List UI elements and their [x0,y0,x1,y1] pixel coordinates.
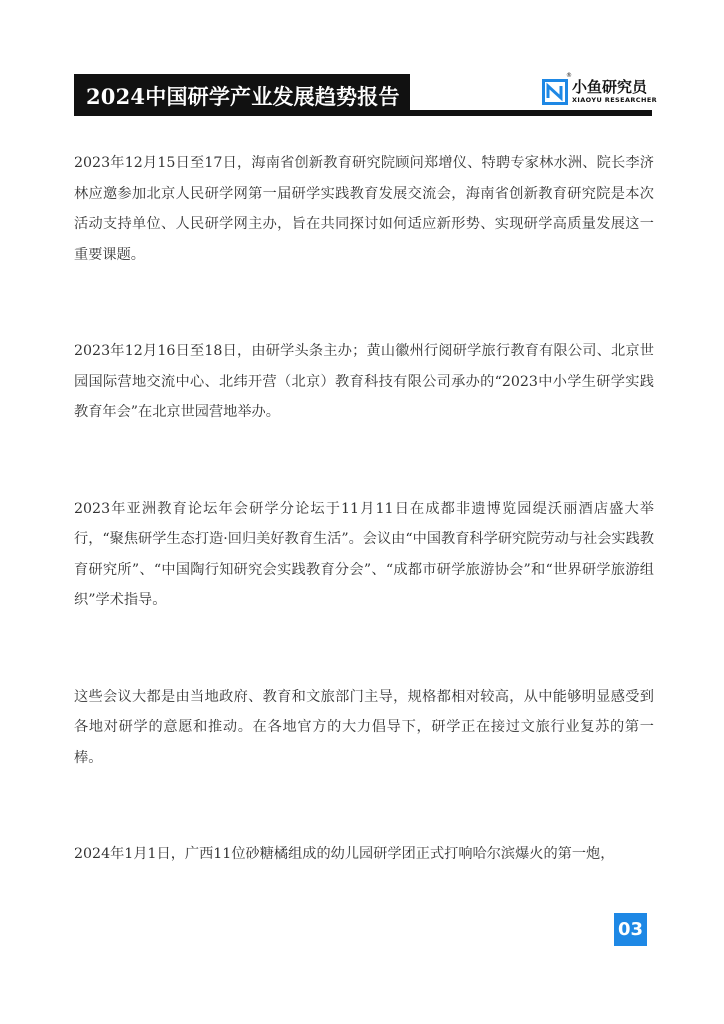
brand-logo [542,72,658,108]
logo-name: 小鱼研究员 [572,78,648,96]
paragraph: 2023年12月16日至18日，由研学头条主办；黄山徽州行阅研学旅行教育有限公司、北京世园国际营地交流中心、北纬开营（北京）教育科技有限公司承办的“2023中小学生研学实践教育年会”在北京世园营地举办。 [74,343,654,420]
xiaoyu-logo-icon [542,79,568,105]
paragraph: 这些会议大都是由当地政府、教育和文旅部门主导，规格都相对较高，从中能够明显感受到各地对研学的意愿和推动。在各地官方的大力倡导下，研学正在接过文旅行业复苏的第一棒。 [74,688,654,766]
report-title: 2024中国研学产业发展趋势报告 [86,84,400,109]
paragraph: 2023年12月15日至17日，海南省创新教育研究院顾问郑增仪、特聘专家林水洲、院长李济林应邀参加北京人民研学网第一届研学实践教育发展交流会，海南省创新教育研究院是本次活动支持单位、人民研学网主办，旨在共同探讨如何适应新形势、实现研学高质量发展这一重要课题。 [74,155,654,263]
paragraph: 2023年亚洲教育论坛年会研学分论坛于11月11日在成都非遗博览园缇沃丽酒店盛大举行，“聚焦研学生态打造·回归美好教育生活”。会议由“中国教育科学研究院劳动与社会实践教育研究所”、“中国陶行知研究会实践教育分会”、“成都市研学旅游协会”和“世界研学旅游组织”学术指导。 [74,500,654,608]
header-underline [410,110,652,116]
title-block [74,74,410,116]
article-body [74,148,654,936]
logo-subtitle: XIAOYU RESEARCHER [572,96,658,104]
page-number: 03 [614,913,647,946]
page-header [74,72,658,116]
paragraph: 2024年1月1日，广西11位砂糖橘组成的幼儿园研学团正式打响哈尔滨爆火的第一炮， [74,846,615,862]
registered-mark: ® [566,72,572,79]
